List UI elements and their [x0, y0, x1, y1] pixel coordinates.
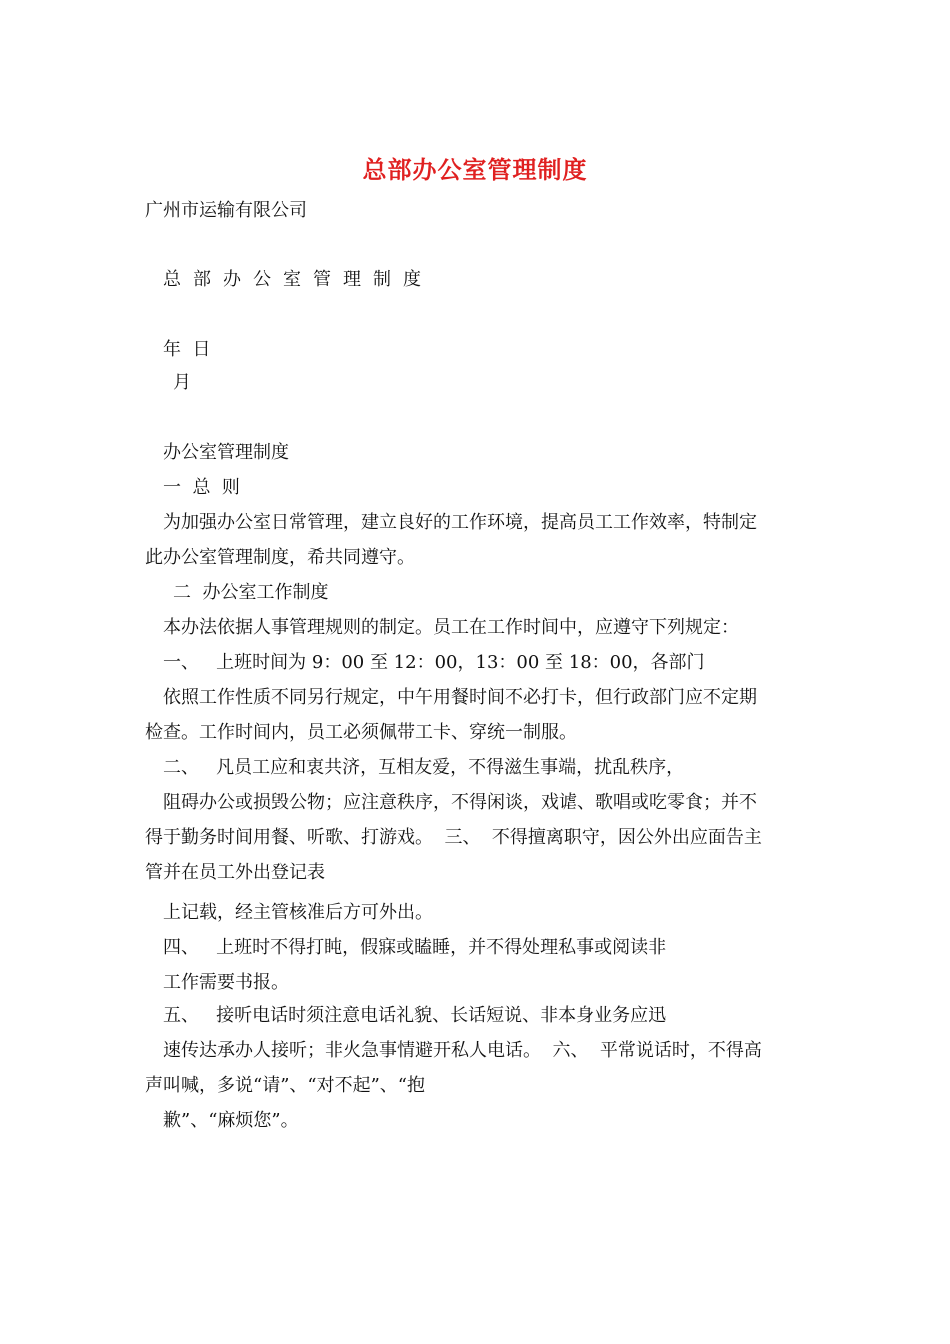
cover-title: 总部办公室管理制度 [163, 269, 433, 290]
rule-line: 五、 接听电话时须注意电话礼貌、长话短说、非本身业务应迅 [163, 1005, 667, 1026]
rule-line: 歉”、“麻烦您”。 [163, 1110, 299, 1131]
chapter-two-heading: 二 办公室工作制度 [173, 582, 329, 603]
paragraph-line: 此办公室管理制度，希共同遵守。 [145, 547, 415, 568]
chapter-one-heading: 一 总 则 [163, 477, 240, 498]
rule-line: 管并在员工外出登记表 [145, 862, 325, 883]
rule-line: 二、 凡员工应和衷共济，互相友爱，不得滋生事端，扰乱秩序， [163, 757, 685, 778]
company-name: 广州市运输有限公司 [145, 200, 307, 221]
rule-line: 一、 上班时间为 9：00 至 12：00，13：00 至 18：00，各部门 [163, 652, 705, 673]
date-month: 月 [173, 372, 191, 393]
document-title: 总部办公室管理制度 [362, 155, 588, 184]
rule-line: 速传达承办人接听；非火急事情避开私人电话。 六、 平常说话时，不得高 [163, 1040, 762, 1061]
rule-line: 依照工作性质不同另行规定，中午用餐时间不必打卡，但行政部门应不定期 [163, 687, 757, 708]
date-year-day: 年 日 [163, 339, 211, 360]
paragraph-line: 本办法依据人事管理规则的制定。员工在工作时间中，应遵守下列规定： [163, 617, 739, 638]
section-heading: 办公室管理制度 [163, 442, 289, 463]
rule-line: 阻碍办公或损毁公物；应注意秩序，不得闲谈，戏谑、歌唱或吃零食；并不 [163, 792, 757, 813]
rule-line: 工作需要书报。 [163, 972, 289, 993]
rule-line: 检查。工作时间内，员工必须佩带工卡、穿统一制服。 [145, 722, 577, 743]
rule-line: 得于勤务时间用餐、听歌、打游戏。 三、 不得擅离职守，因公外出应面告主 [145, 827, 762, 848]
rule-line: 四、 上班时不得打盹，假寐或瞌睡，并不得处理私事或阅读非 [163, 937, 667, 958]
paragraph-line: 为加强办公室日常管理，建立良好的工作环境，提高员工工作效率，特制定 [163, 512, 757, 533]
rule-line: 声叫喊，多说“请”、“对不起”、“抱 [145, 1075, 426, 1096]
rule-line: 上记载，经主管核准后方可外出。 [163, 902, 433, 923]
